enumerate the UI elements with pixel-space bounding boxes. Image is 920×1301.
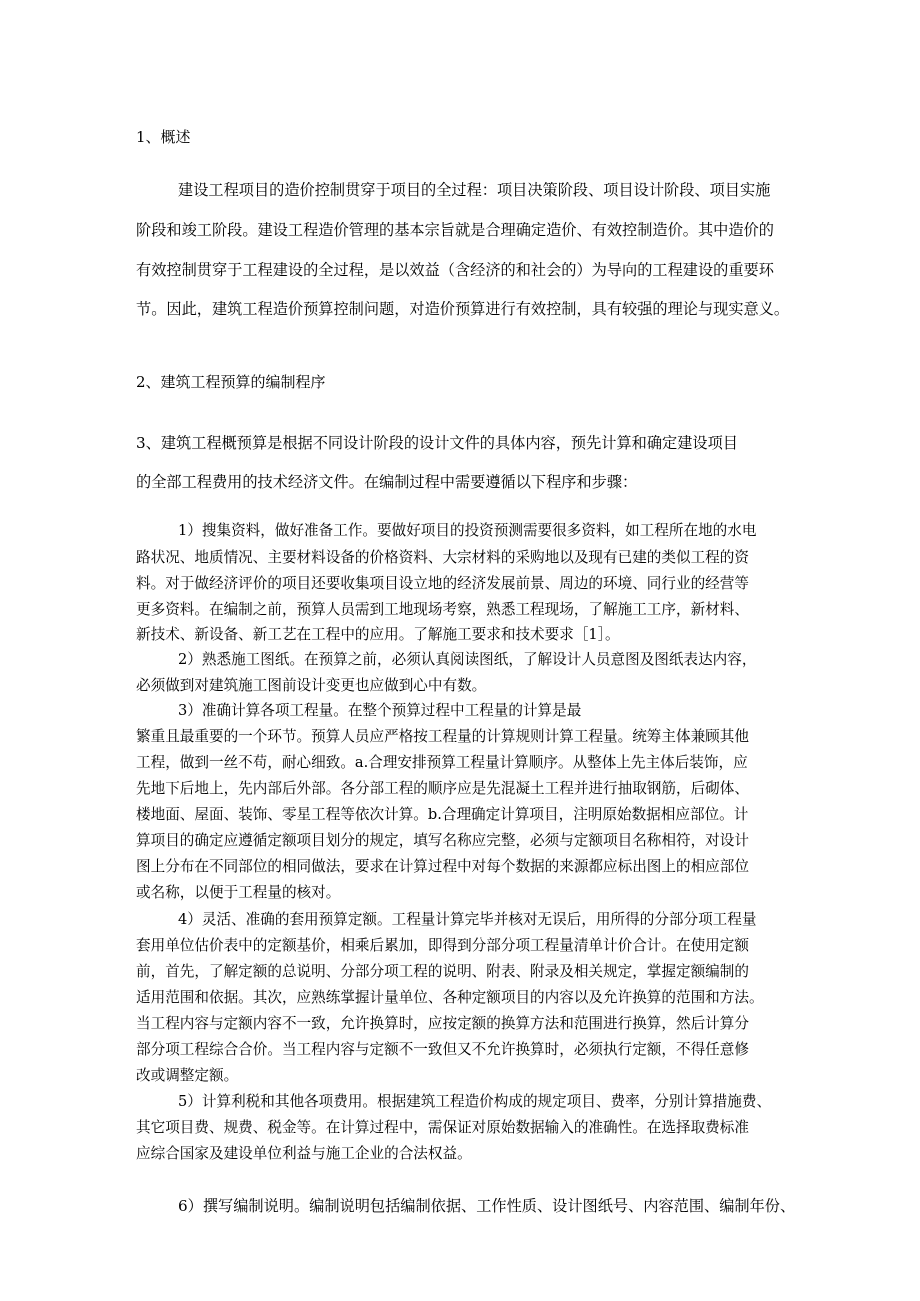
step-4-line: 改或调整定额。: [136, 1067, 239, 1084]
step-5-line: 5）计算利税和其他各项费用。根据建筑工程造价构成的规定项目、费率，分别计算措施费、: [178, 1093, 772, 1110]
step-3-line: 3）准确计算各项工程量。在整个预算过程中工程量的计算是最: [178, 702, 582, 719]
step-2-line: 必须做到对建筑施工图前设计变更也应做到心中有数。: [136, 677, 487, 694]
step-4-line: 套用单位估价表中的定额基价，相乘后累加，即得到分部分项工程量清单计价合计。在使用定额: [136, 937, 749, 954]
section-2-heading: 2、建筑工程预算的编制程序: [136, 373, 326, 391]
step-4-line: 前，首先，了解定额的总说明、分部分项工程的说明、附表、附录及相关规定，掌握定额编制的: [136, 963, 749, 980]
section-1-paragraph-line: 有效控制贯穿于工程建设的全过程，是以效益（含经济的和社会的）为导向的工程建设的重要环: [136, 261, 774, 279]
section-1-heading: 1、概述: [136, 128, 191, 146]
section-1-paragraph-line: 建设工程项目的造价控制贯穿于项目的全过程：项目决策阶段、项目设计阶段、项目实施: [178, 181, 771, 199]
step-1-line: 路状况、地质情况、主要材料设备的价格资料、大宗材料的采购地以及现有已建的类似工程的资: [136, 549, 749, 566]
step-5-line: 其它项目费、规费、税金等。在计算过程中，需保证对原始数据输入的准确性。在选择取费标准: [136, 1119, 749, 1136]
step-4-line: 适用范围和依据。其次，应熟练掌握计量单位、各种定额项目的内容以及允许换算的范围和方法。: [136, 989, 764, 1006]
step-1-line: 新技术、新设备、新工艺在工程中的应用。了解施工要求和技术要求［1］。: [136, 626, 620, 643]
section-3-intro-line: 3、建筑工程概预算是根据不同设计阶段的设计文件的具体内容，预先计算和确定建设项目: [136, 434, 738, 452]
step-1-line: 1）搜集资料，做好准备工作。要做好项目的投资预测需要很多资料，如工程所在地的水电: [178, 522, 757, 539]
step-1-line: 料。对于做经济评价的项目还要收集项目设立地的经济发展前景、周边的环境、同行业的经营等: [136, 575, 749, 592]
step-3-line: 工程，做到一丝不苟，耐心细致。a.合理安排预算工程量计算顺序。从整体上先主体后装饰，应: [136, 754, 748, 771]
step-4-line: 当工程内容与定额内容不一致，允许换算时，应按定额的换算方法和范围进行换算，然后计算分: [136, 1015, 749, 1032]
section-1-paragraph-line: 阶段和竣工阶段。建设工程造价管理的基本宗旨就是合理确定造价、有效控制造价。其中造价的: [136, 221, 774, 239]
step-1-line: 更多资料。在编制之前，预算人员需到工地现场考察，熟悉工程现场，了解施工工序，新材料、: [136, 601, 749, 618]
step-2-line: 2）熟悉施工图纸。在预算之前，必须认真阅读图纸，了解设计人员意图及图纸表达内容，: [178, 651, 757, 668]
step-4-line: 4）灵活、准确的套用预算定额。工程量计算完毕并核对无误后，用所得的分部分项工程量: [178, 911, 757, 928]
step-3-line: 楼地面、屋面、装饰、零星工程等依次计算。b.合理确定计算项目，注明原始数据相应部位。计: [136, 806, 749, 823]
step-6-line: 6）撰写编制说明。编制说明包括编制依据、工作性质、设计图纸号、内容范围、编制年份、: [178, 1197, 796, 1215]
step-3-line: 先地下后地上，先内部后外部。各分部工程的顺序应是先混凝土工程并进行抽取钢筋，后砌体、: [136, 780, 749, 797]
step-3-line: 繁重且最重要的一个环节。预算人员应严格按工程量的计算规则计算工程量。统筹主体兼顾其他: [136, 728, 749, 745]
step-3-line: 算项目的确定应遵循定额项目划分的规定，填写名称应完整，必须与定额项目名称相符，对设计: [136, 832, 749, 849]
step-4-line: 部分项工程综合合价。当工程内容与定额不一致但又不允许换算时，必须执行定额，不得任意修: [136, 1041, 749, 1058]
section-3-intro-line: 的全部工程费用的技术经济文件。在编制过程中需要遵循以下程序和步骤：: [136, 473, 638, 491]
step-3-line: 图上分布在不同部位的相同做法，要求在计算过程中对每个数据的来源都应标出图上的相应部位: [136, 858, 749, 875]
step-3-line: 或名称，以便于工程量的核对。: [136, 884, 341, 901]
section-1-paragraph-line: 节。因此，建筑工程造价预算控制问题，对造价预算进行有效控制，具有较强的理论与现实意义。: [136, 300, 790, 318]
step-5-line: 应综合国家及建设单位利益与施工企业的合法权益。: [136, 1145, 472, 1162]
